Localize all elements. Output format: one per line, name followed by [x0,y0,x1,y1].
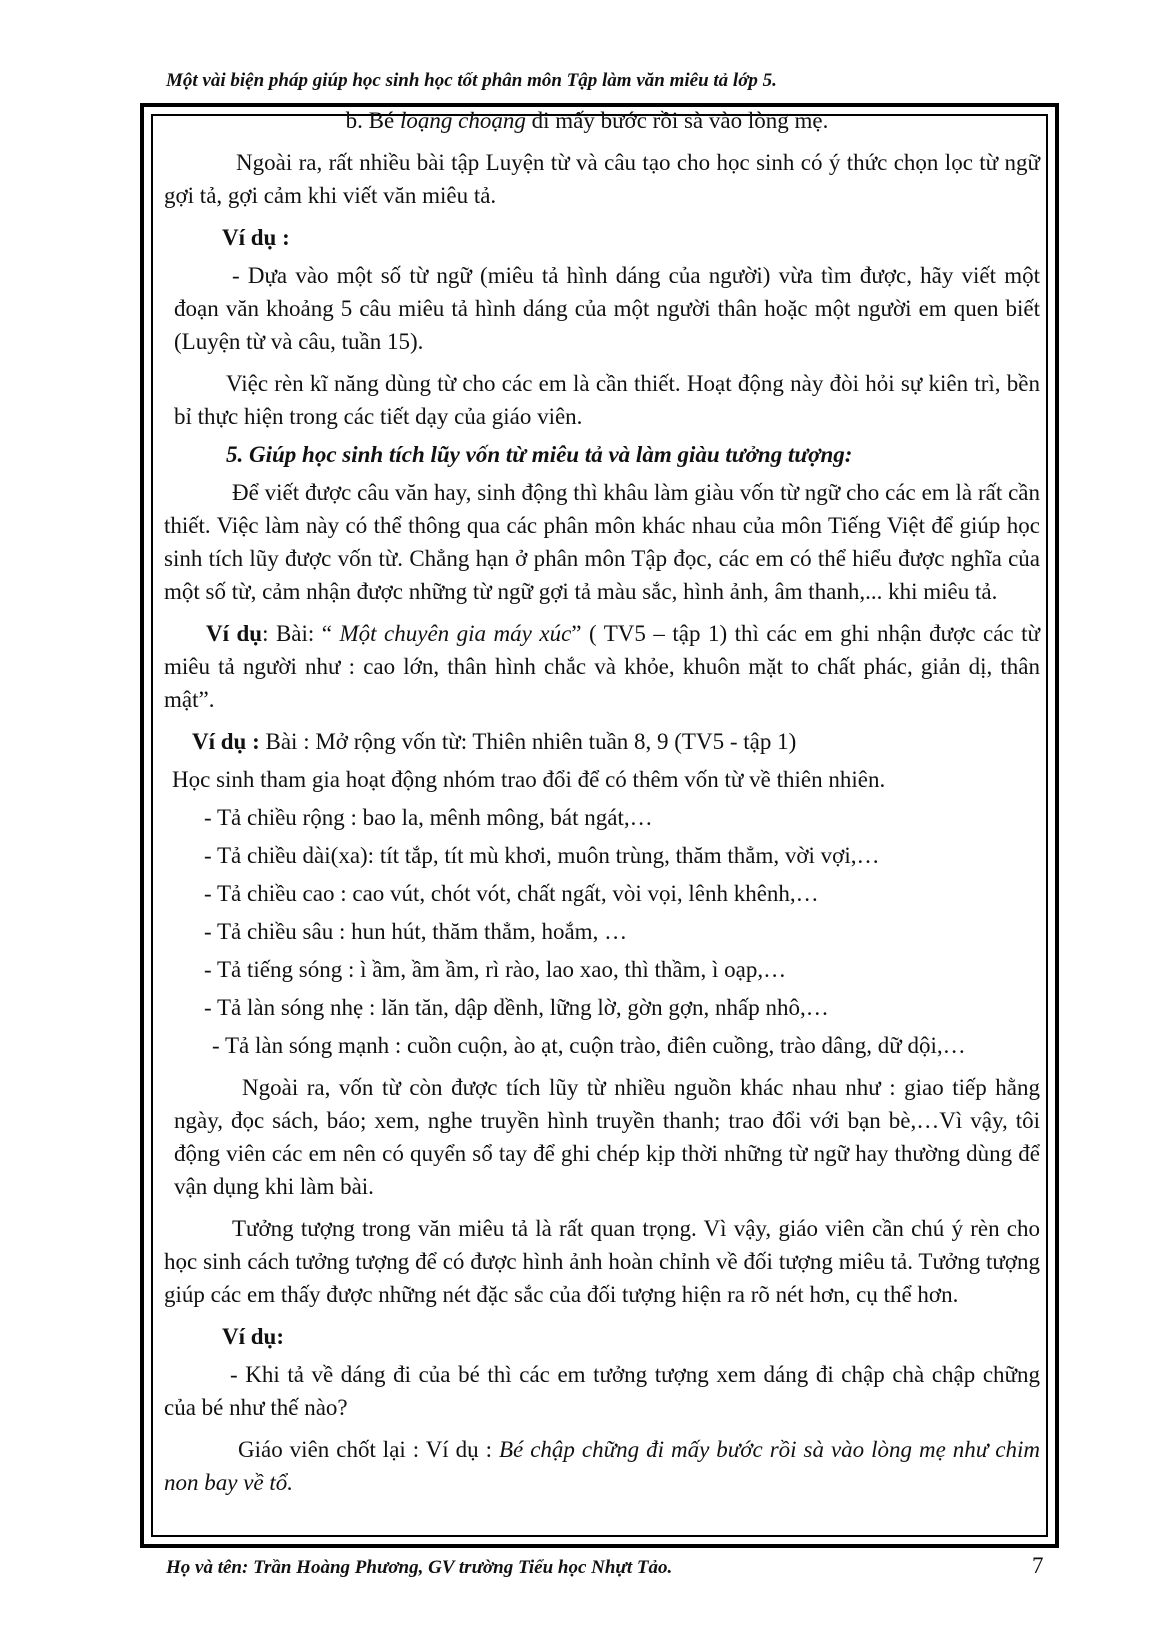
section-heading-5: 5. Giúp học sinh tích lũy vốn từ miêu tả và làm giàu tưởng tượng: [226,442,853,467]
conclusion-example: Bé chập chững đi mấy bước rồi sà vào lòng mẹ như chim non bay về tổ. [164,1437,1040,1495]
paragraph-ren-ki-nang: Việc rèn kĩ năng dùng từ cho các em là cần thiết. Hoạt động này đòi hỏi sự kiên trì, bền bỉ thực hiện trong các tiết dạy của giáo viên. [174,371,1040,429]
paragraph-luyen-tu: Ngoài ra, rất nhiều bài tập Luyện từ và câu tạo cho học sinh có ý thức chọn lọc từ ngữ gợi tả, gợi cảm khi viết văn miêu tả. [164,150,1040,208]
list-item: - Tả chiều dài(xa): tít tắp, tít mù khơi, muôn trùng, thăm thẳm, vời vợi,… [204,843,880,868]
example-paragraph-2 [164,725,1040,758]
example-1-title: Một chuyên gia máy xúc [339,621,572,646]
example-1-text: : Bài: “ [262,621,340,646]
example-b-prefix: b. Bé [345,108,400,133]
document-footer: Họ và tên: Trần Hoàng Phương, GV trường Tiểu học Nhựt Tảo. [166,1557,673,1578]
example-b-italic: loạng choạng [399,108,526,133]
paragraph-von-tu: Để viết được câu văn hay, sinh động thì khâu làm giàu vốn từ ngữ cho các em là rất cần thiết. Việc làm này có thể thông qua các phân môn khác nhau của môn Tiếng Việt để giúp học sinh tích lũy được vốn từ. Chẳng hạn ở phân môn Tập đọc, các em có thể hiểu được nghĩa của một số từ, cảm nhận được những từ ngữ gợi tả màu sắc, hình ảnh, âm thanh,... khi miêu tả. [164,480,1040,604]
example-sentence-b [164,104,1040,137]
example-label-3: Ví dụ : [192,729,260,754]
group-activity-line: Học sinh tham gia hoạt động nhóm trao đổi để có thêm vốn từ về thiên nhiên. [172,767,886,792]
list-item: - Tả làn sóng nhẹ : lăn tăn, dập dềnh, lững lờ, gờn gợn, nhấp nhô,… [204,995,829,1020]
example-label-4: Ví dụ: [222,1324,284,1349]
exercise-paragraph: - Dựa vào một số từ ngữ (miêu tả hình dáng của người) vừa tìm được, hãy viết một đoạn văn khoảng 5 câu miêu tả hình dáng của một người thân hoặc một người em quen biết (Luyện từ và câu, tuần 15). [174,263,1040,354]
document-header: Một vài biện pháp giúp học sinh học tốt phân môn Tập làm văn miêu tả lớp 5. [166,70,777,91]
list-item: - Tả chiều rộng : bao la, mênh mông, bát ngát,… [204,805,653,830]
list-item: - Tả tiếng sóng : ì ầm, ầm ầm, rì rào, lao xao, thì thầm, ì oạp,… [204,957,787,982]
list-item: - Tả chiều cao : cao vút, chót vót, chất ngất, vòi vọi, lênh khênh,… [204,881,819,906]
example-1-rest: ” ( TV5 – tập 1) thì các em ghi nhận được các từ miêu tả người như : cao lớn, thân hình chắc và khỏe, khuôn mặt to chất phác, giản dị, thân mật”. [164,621,1040,712]
paragraph-tuong-tuong: Tưởng tượng trong văn miêu tả là rất quan trọng. Vì vậy, giáo viên cần chú ý rèn cho học sinh cách tưởng tượng để có được hình ảnh hoàn chỉnh về đối tượng miêu tả. Tưởng tượng giúp các em thấy được những nét đặc sắc của đối tượng hiện ra rõ nét hơn, cụ thể hơn. [164,1216,1040,1307]
list-item: - Tả chiều sâu : hun hút, thăm thẳm, hoắm, … [204,919,628,944]
example-label-1: Ví dụ : [222,225,290,250]
example-b-suffix: đi mấy bước rồi sà vào lòng mẹ. [525,108,829,133]
teacher-conclusion [164,1433,1040,1499]
example-2-text: Bài : Mở rộng vốn từ: Thiên nhiên tuần 8, 9 (TV5 - tập 1) [259,729,797,754]
exercise-dang-di: - Khi tả về dáng đi của bé thì các em tưởng tượng xem dáng đi chập chà chập chững của bé như thế nào? [164,1362,1040,1420]
example-paragraph-1 [164,617,1040,716]
page-number: 7 [1032,1553,1044,1578]
conclusion-text: Giáo viên chốt lại : Ví dụ : [238,1437,499,1462]
paragraph-nguon-tu: Ngoài ra, vốn từ còn được tích lũy từ nhiều nguồn khác nhau như : giao tiếp hằng ngày, đọc sách, báo; xem, nghe truyền hình truyền thanh; trao đổi với bạn bè,…Vì vậy, tôi động viên các em nên có quyển sổ tay để ghi chép kịp thời những từ ngữ hay thường dùng để vận dụng khi làm bài. [174,1075,1040,1199]
page-body [164,104,1040,1499]
example-label-2: Ví dụ [206,621,263,646]
list-item: - Tả làn sóng mạnh : cuồn cuộn, ào ạt, cuộn trào, điên cuồng, trào dâng, dữ dội,… [212,1033,966,1058]
